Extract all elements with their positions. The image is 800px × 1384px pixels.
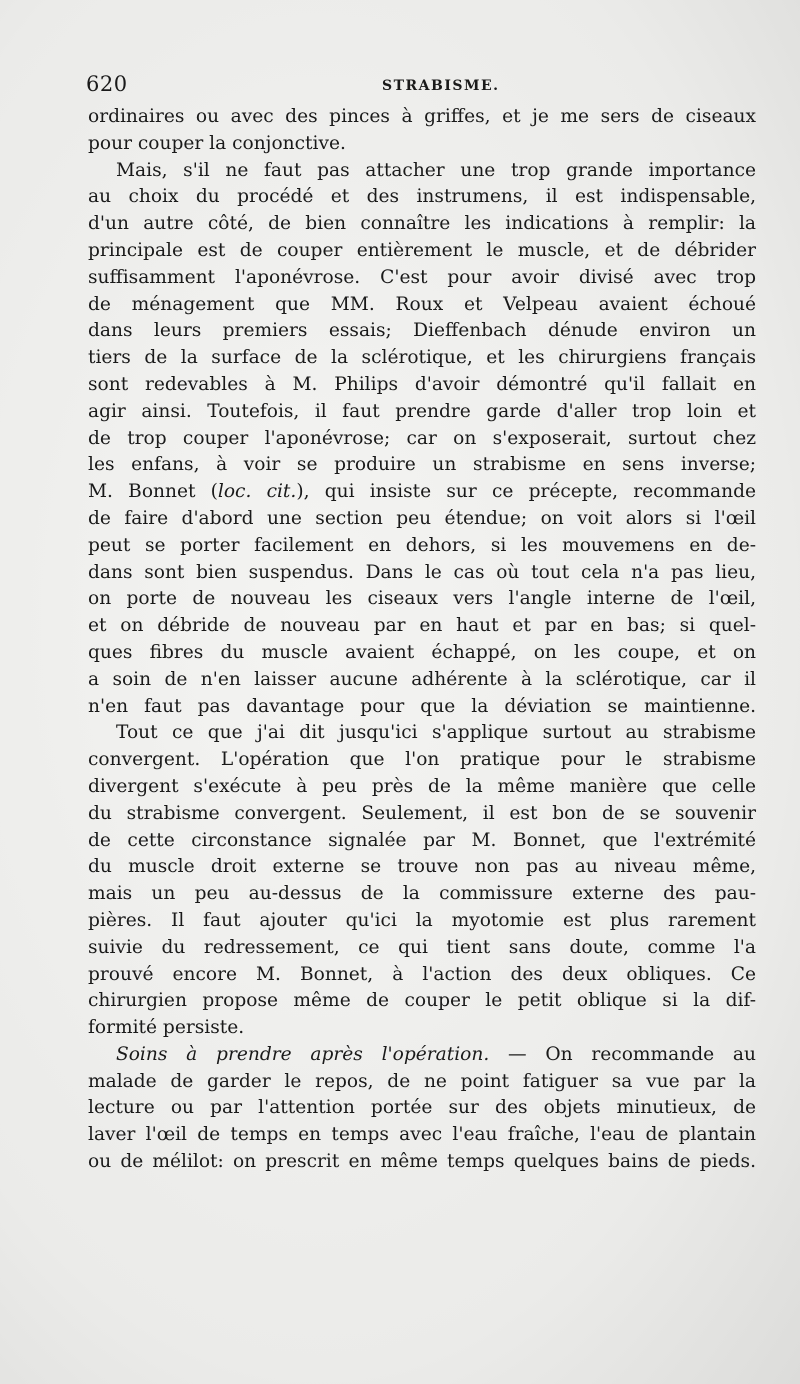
text-line: suivie du redressement, ce qui tient sans doute, comme l'a [88, 936, 756, 958]
text-line: laver l'œil de temps en temps avec l'eau fraîche, l'eau de plantain [88, 1124, 756, 1146]
text-line: formité persiste. [88, 1017, 245, 1039]
text-line: a soin de n'en laisser aucune adhérente à la sclérotique, car il [88, 668, 756, 690]
text-line: malade de garder le repos, de ne point fatiguer sa vue par la [88, 1070, 756, 1092]
text-segment: ), qui insiste sur ce précepte, recommande [296, 481, 757, 503]
text-line: dans leurs premiers essais; Dieffenbach dénude environ un [88, 320, 756, 342]
text-segment: M. Bonnet ( [88, 481, 218, 503]
text-line: chirurgien propose même de couper le petit oblique si la dif- [88, 990, 756, 1012]
text-line: principale est de couper entièrement le muscle, et de débrider [88, 239, 756, 261]
text-line: on porte de nouveau les ciseaux vers l'angle interne de l'œil, [88, 588, 756, 610]
text-line [88, 1042, 756, 1069]
text-line: suffisamment l'aponévrose. C'est pour avoir divisé avec trop [88, 266, 756, 288]
page-number: 620 [86, 72, 128, 96]
text-line: au choix du procédé et des instrumens, il est indispensable, [88, 186, 756, 208]
text-line: du strabisme convergent. Seulement, il est bon de se souvenir [88, 802, 756, 824]
text-line: ordinaires ou avec des pinces à griffes, et je me sers de ciseaux [88, 106, 756, 127]
text-line: et on débride de nouveau par en haut et par en bas; si quel- [88, 615, 756, 637]
text-line: mais un peu au-dessus de la commissure externe des pau- [88, 883, 756, 905]
page-header [86, 68, 766, 102]
text-line: Mais, s'il ne faut pas attacher une trop grande importance [116, 159, 756, 181]
text-line: dans sont bien suspendus. Dans le cas où tout cela n'a pas lieu, [88, 561, 756, 583]
text-line: convergent. L'opération que l'on pratique pour le strabisme [88, 749, 756, 771]
text-line: de ménagement que MM. Roux et Velpeau avaient échoué [88, 293, 756, 315]
text-line: du muscle droit externe se trouve non pas au niveau même, [88, 856, 756, 878]
text-line: tiers de la surface de la sclérotique, et les chirurgiens français [88, 347, 756, 369]
text-segment: — On recommande au [489, 1043, 756, 1065]
text-line: d'un autre côté, de bien connaître les indications à remplir: la [88, 213, 756, 235]
text-line: Tout ce que j'ai dit jusqu'ici s'applique surtout au strabisme [116, 722, 756, 744]
text-line: pour couper la conjonctive. [88, 132, 346, 154]
text-line: ou de mélilot: on prescrit en même temps quelques bains de pieds. [88, 1151, 756, 1173]
text-line: de cette circonstance signalée par M. Bonnet, que l'extrémité [88, 829, 756, 851]
text-line: ques fibres du muscle avaient échappé, on les coupe, et on [88, 641, 756, 663]
text-line: sont redevables à M. Philips d'avoir démontré qu'il fallait en [88, 373, 756, 395]
body-text [88, 104, 756, 1176]
text-line: pières. Il faut ajouter qu'ici la myotomie est plus rarement [88, 909, 756, 931]
text-line: de faire d'abord une section peu étendue; on voit alors si l'œil [88, 507, 756, 529]
running-title: STRABISME. [382, 78, 500, 94]
text-line [88, 479, 756, 506]
text-line: de trop couper l'aponévrose; car on s'exposerait, surtout chez [88, 427, 756, 449]
text-line: agir ainsi. Toutefois, il faut prendre garde d'aller trop loin et [88, 400, 756, 422]
text-line: divergent s'exécute à peu près de la même manière que celle [88, 775, 756, 797]
italic-text: loc. cit. [217, 481, 297, 503]
text-line: prouvé encore M. Bonnet, à l'action des deux obliques. Ce [88, 963, 756, 985]
text-line: peut se porter facilement en dehors, si les mouvemens en de- [88, 534, 756, 556]
text-line: lecture ou par l'attention portée sur des objets minutieux, de [88, 1097, 756, 1119]
italic-text: Soins à prendre après l'opération. [116, 1043, 490, 1065]
text-line: n'en faut pas davantage pour que la déviation se maintienne. [88, 695, 756, 717]
text-line: les enfans, à voir se produire un strabisme en sens inverse; [88, 454, 756, 476]
